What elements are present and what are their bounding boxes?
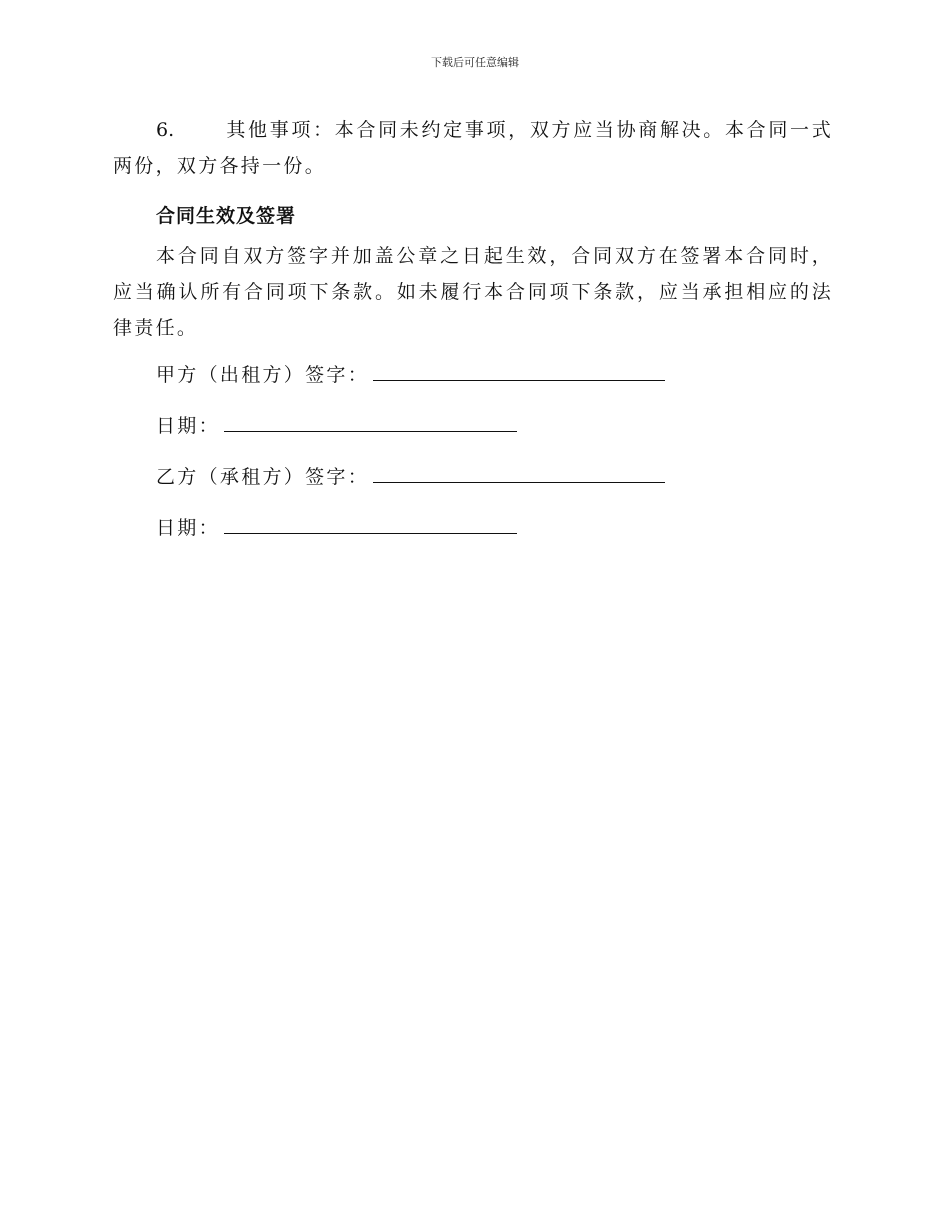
date-b-label: 日期：: [156, 517, 220, 539]
party-a-date-line: [156, 407, 833, 458]
date-b-blank: [224, 509, 517, 534]
page-header: 下载后可任意编辑: [431, 56, 519, 69]
date-a-blank: [224, 407, 517, 432]
section-body: 本合同自双方签字并加盖公章之日起生效，合同双方在签署本合同时，应当确认所有合同项下条款。如未履行本合同项下条款，应当承担相应的法律责任。: [113, 245, 833, 339]
party-a-label: 甲方（出租方）签字：: [156, 364, 370, 386]
clause-number: 6.: [156, 119, 175, 141]
party-b-label: 乙方（承租方）签字：: [156, 466, 370, 488]
document-body: [113, 112, 833, 560]
party-a-signature-line: [156, 356, 833, 407]
date-a-label: 日期：: [156, 415, 220, 437]
party-b-signature-line: [156, 458, 833, 509]
clause-6: [113, 112, 833, 184]
party-b-signature-blank: [373, 458, 665, 483]
section-heading: 合同生效及签署: [156, 205, 297, 227]
party-b-date-line: [156, 509, 833, 560]
clause-text: 其他事项：本合同未约定事项，双方应当协商解决。本合同一式两份，双方各持一份。: [113, 119, 833, 177]
party-a-signature-blank: [373, 356, 665, 381]
